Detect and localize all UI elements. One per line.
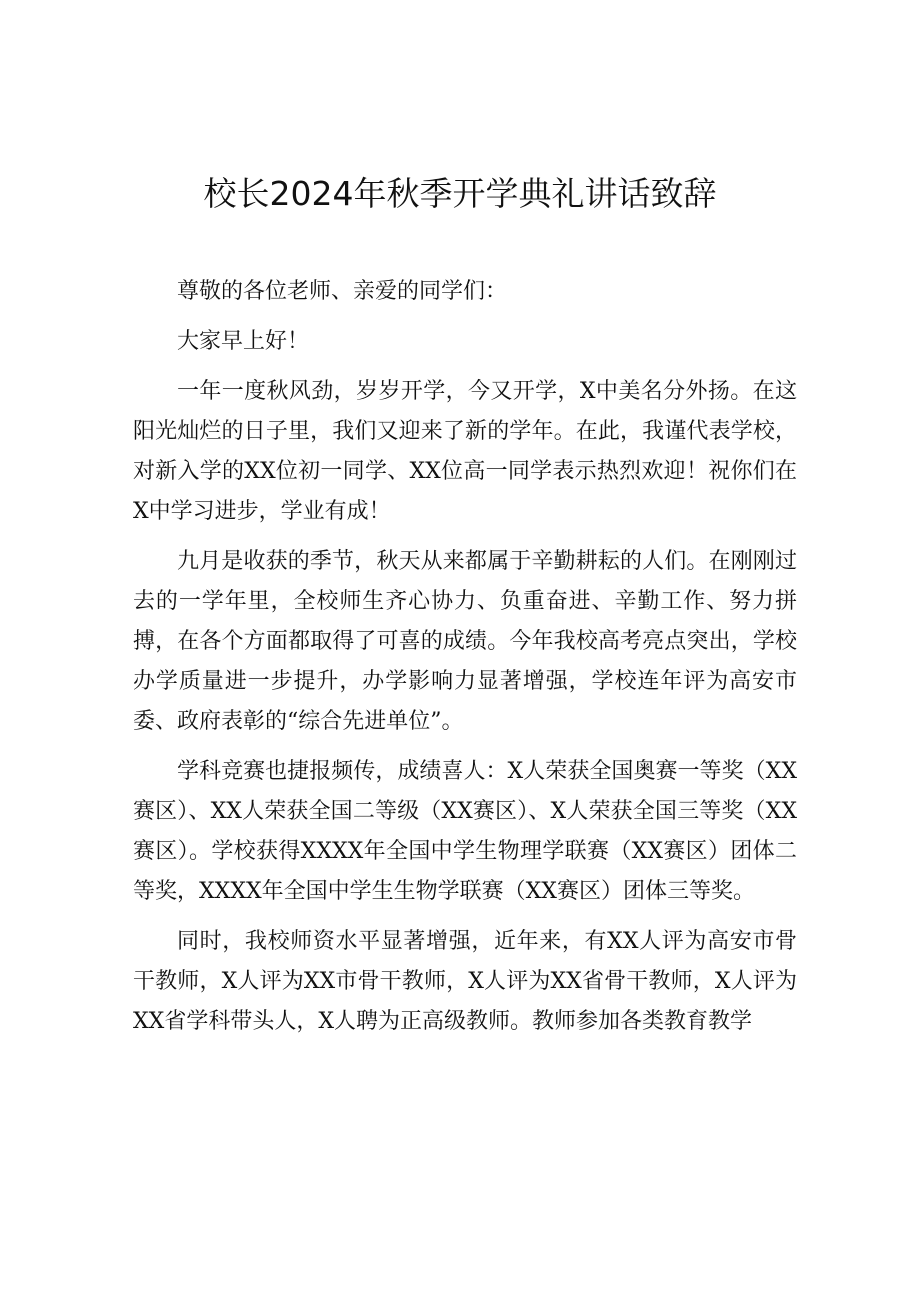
welcome-paragraph: 一年一度秋风劲，岁岁开学，今又开学，X中美名分外扬。在这阳光灿烂的日子里，我们又迎来了新的学年。在此，我谨代表学校，对新入学的XX位初一同学、XX位高一同学表示热烈欢迎！祝你们在X中学习进步，学业有成！ [133,379,797,524]
document-body [133,272,797,1042]
salutation-paragraph: 尊敬的各位老师、亲爱的同学们： [177,279,508,304]
teachers-paragraph: 同时，我校师资水平显著增强，近年来，有XX人评为高安市骨干教师，X人评为XX市骨干教师，X人评为XX省骨干教师，X人评为XX省学科带头人，X人聘为正高级教师。教师参加各类教育教学 [133,929,797,1034]
competition-paragraph: 学科竞赛也捷报频传，成绩喜人：X人荣获全国奥赛一等奖（XX赛区）、XX人荣获全国二等级（XX赛区）、X人荣获全国三等奖（XX赛区）。学校获得XXXX年全国中学生物理学联赛（XX赛区）团体二等奖，XXXX年全国中学生生物学联赛（XX赛区）团体三等奖。 [133,759,797,904]
achievements-paragraph: 九月是收获的季节，秋天从来都属于辛勤耕耘的人们。在刚刚过去的一学年里，全校师生齐心协力、负重奋进、辛勤工作、努力拼搏，在各个方面都取得了可喜的成绩。今年我校高考亮点突出，学校办学质量进一步提升，办学影响力显著增强，学校连年评为高安市委、政府表彰的“综合先进单位”。 [133,549,797,734]
greeting-paragraph: 大家早上好！ [177,329,310,354]
document-title: 校长2024年秋季开学典礼讲话致辞 [203,174,717,213]
